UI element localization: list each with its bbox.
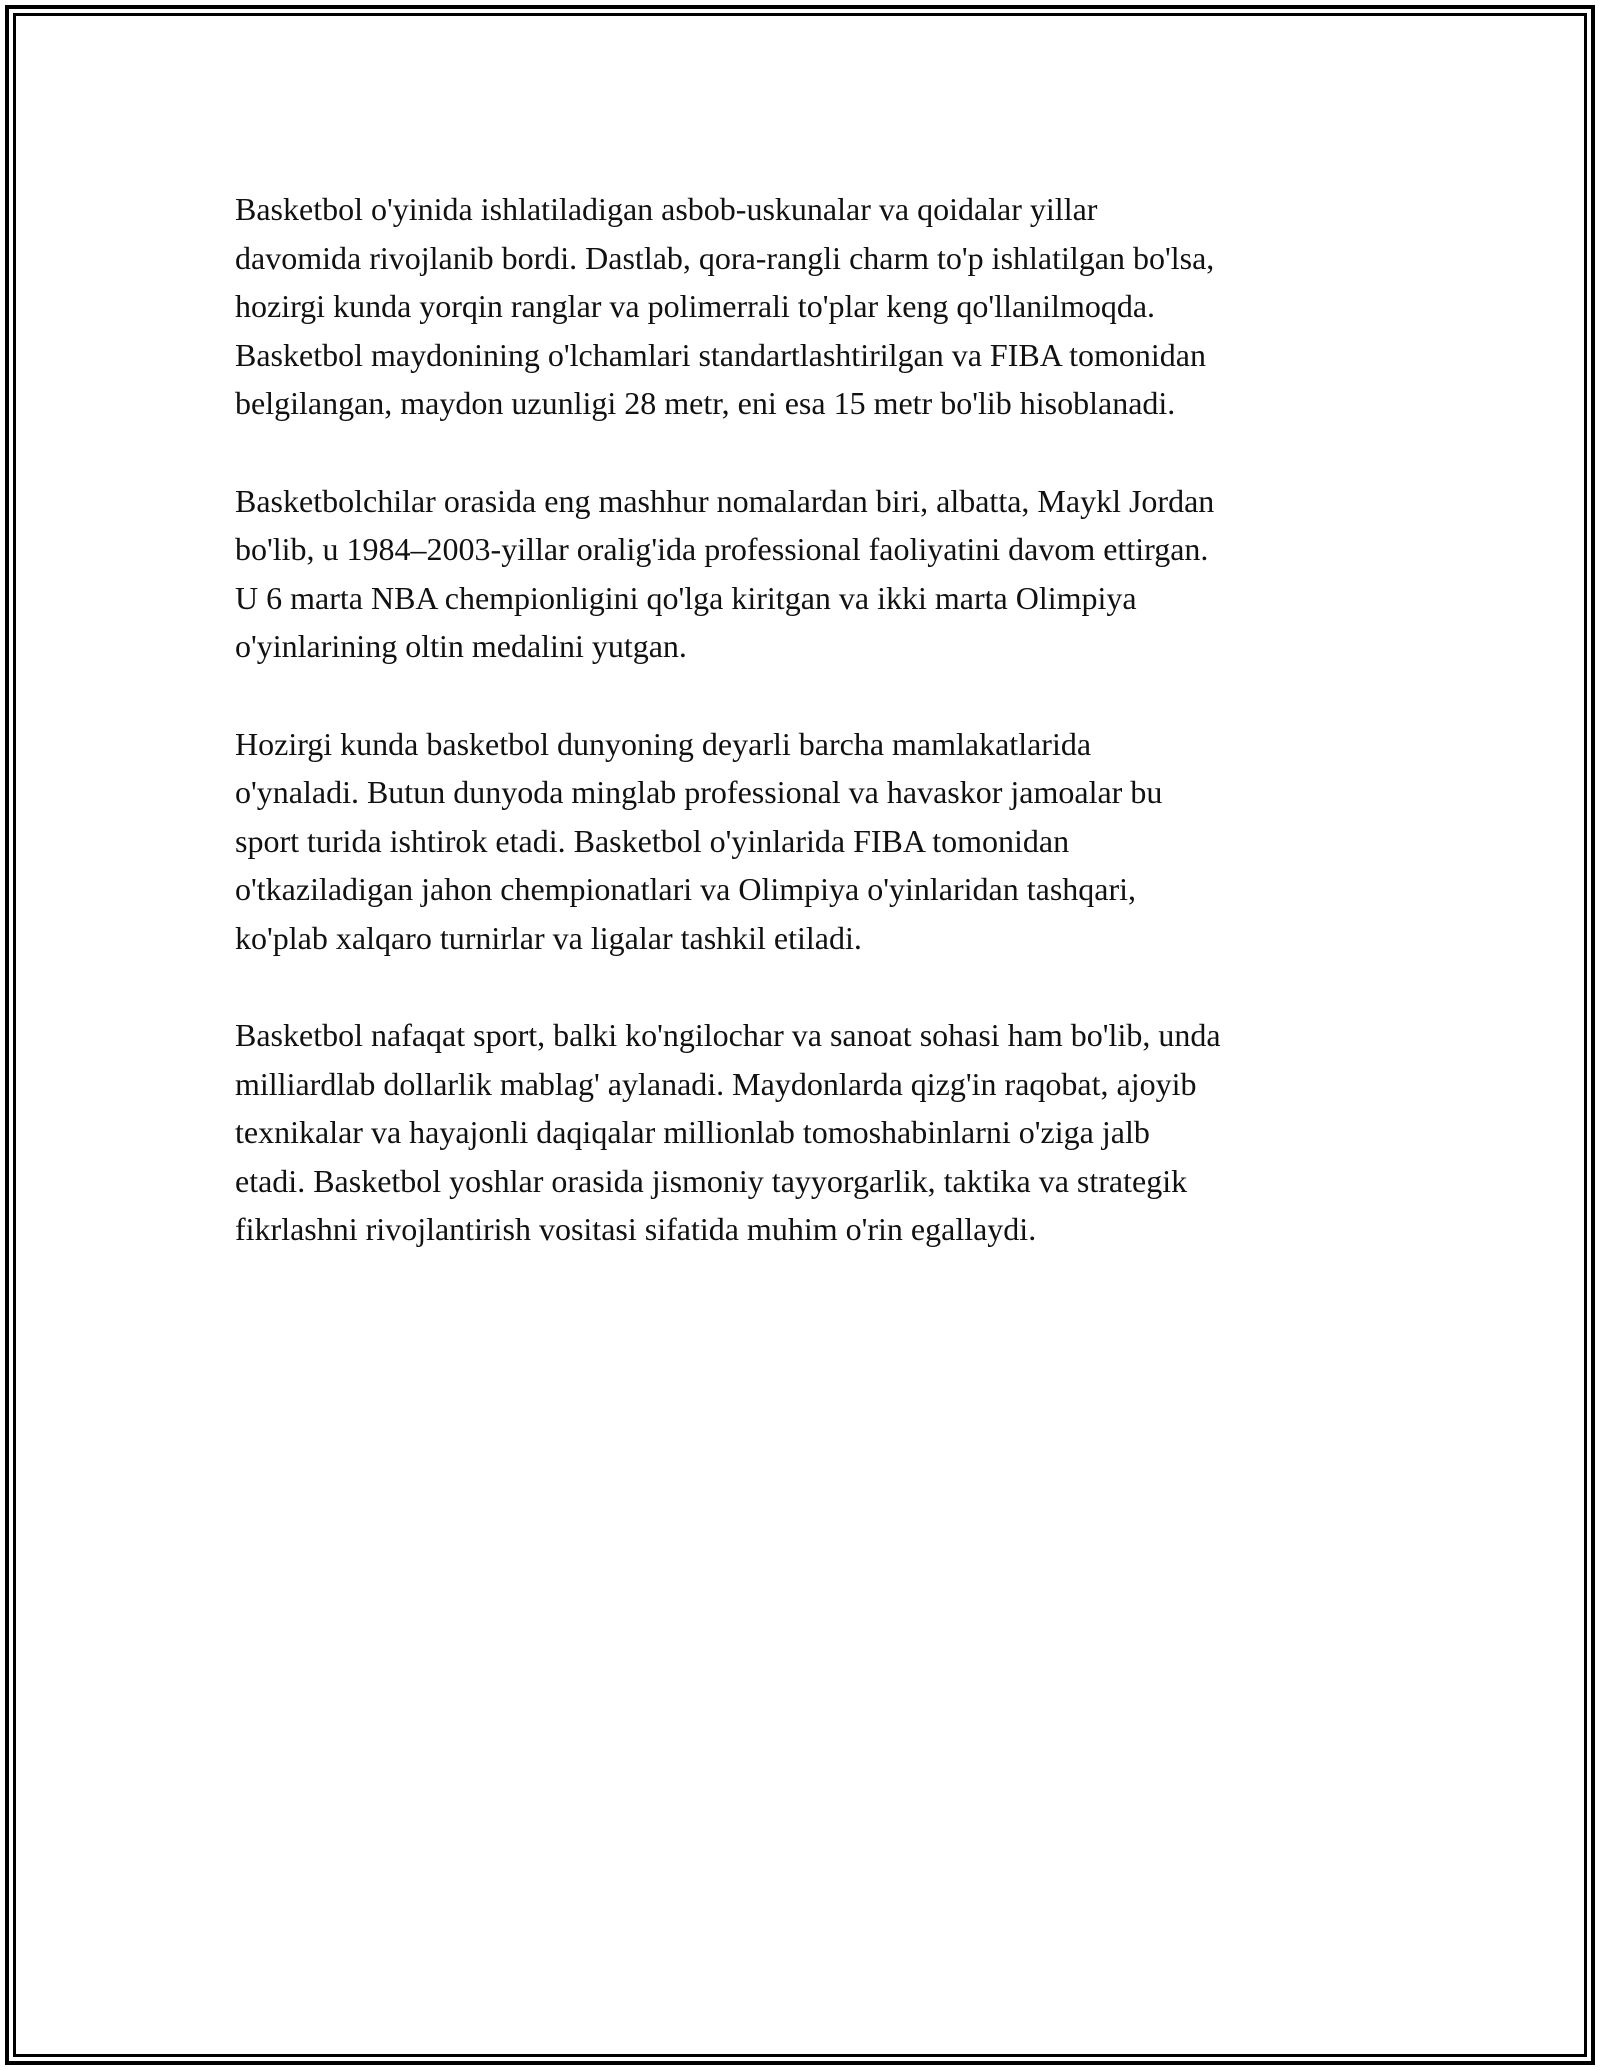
text-line: milliardlab dollarlik mablag' aylanadi. Maydonlarda qizg'in raqobat, ajoyib: [235, 1065, 1197, 1102]
text-line: ko'plab xalqaro turnirlar va ligalar tashkil etiladi.: [235, 919, 862, 956]
text-line: sport turida ishtirok etadi. Basketbol o'yinlarida FIBA tomonidan: [235, 822, 1070, 859]
text-line: belgilangan, maydon uzunligi 28 metr, eni esa 15 metr bo'lib hisoblanadi.: [235, 385, 1176, 421]
paragraph-industry-youth: [235, 1011, 1375, 1254]
text-line: o'ynaladi. Butun dunyoda minglab professional va havaskor jamoalar bu: [235, 774, 1163, 810]
text-line: U 6 marta NBA chempionligini qo'lga kiritgan va ikki marta Olimpiya: [235, 579, 1137, 616]
paragraph-global-popularity: [235, 720, 1375, 963]
text-line: bo'lib, u 1984–2003-yillar oralig'ida professional faoliyatini davom ettirgan.: [235, 531, 1209, 567]
text-line: Basketbolchilar orasida eng mashhur nomalardan biri, albatta, Maykl Jordan: [235, 482, 1215, 519]
text-line: hozirgi kunda yorqin ranglar va polimerrali to'plar keng qo'llanilmoqda.: [235, 288, 1156, 324]
text-line: o'tkaziladigan jahon chempionatlari va Olimpiya o'yinlaridan tashqari,: [235, 871, 1137, 907]
text-line: Basketbol nafaqat sport, balki ko'ngilochar va sanoat sohasi ham bo'lib, unda: [235, 1017, 1221, 1053]
document-body: [235, 185, 1375, 1303]
paragraph-michael-jordan: [235, 477, 1375, 671]
text-line: texnikalar va hayajonli daqiqalar millionlab tomoshabinlarni o'ziga jalb: [235, 1114, 1150, 1150]
text-line: davomida rivojlanib bordi. Dastlab, qora-rangli charm to'p ishlatilgan bo'lsa,: [235, 239, 1215, 276]
text-line: Hozirgi kunda basketbol dunyoning deyarli barcha mamlakatlarida: [235, 725, 1092, 762]
paragraph-equipment-rules: [235, 185, 1375, 428]
text-line: fikrlashni rivojlantirish vositasi sifatida muhim o'rin egallaydi.: [235, 1211, 1037, 1247]
text-line: Basketbol maydonining o'lchamlari standartlashtirilgan va FIBA tomonidan: [235, 336, 1206, 373]
text-line: etadi. Basketbol yoshlar orasida jismoniy tayyorgarlik, taktika va strategik: [235, 1162, 1188, 1199]
text-line: Basketbol o'yinida ishlatiladigan asbob-uskunalar va qoidalar yillar: [235, 191, 1098, 227]
text-line: o'yinlarining oltin medalini yutgan.: [235, 628, 687, 664]
